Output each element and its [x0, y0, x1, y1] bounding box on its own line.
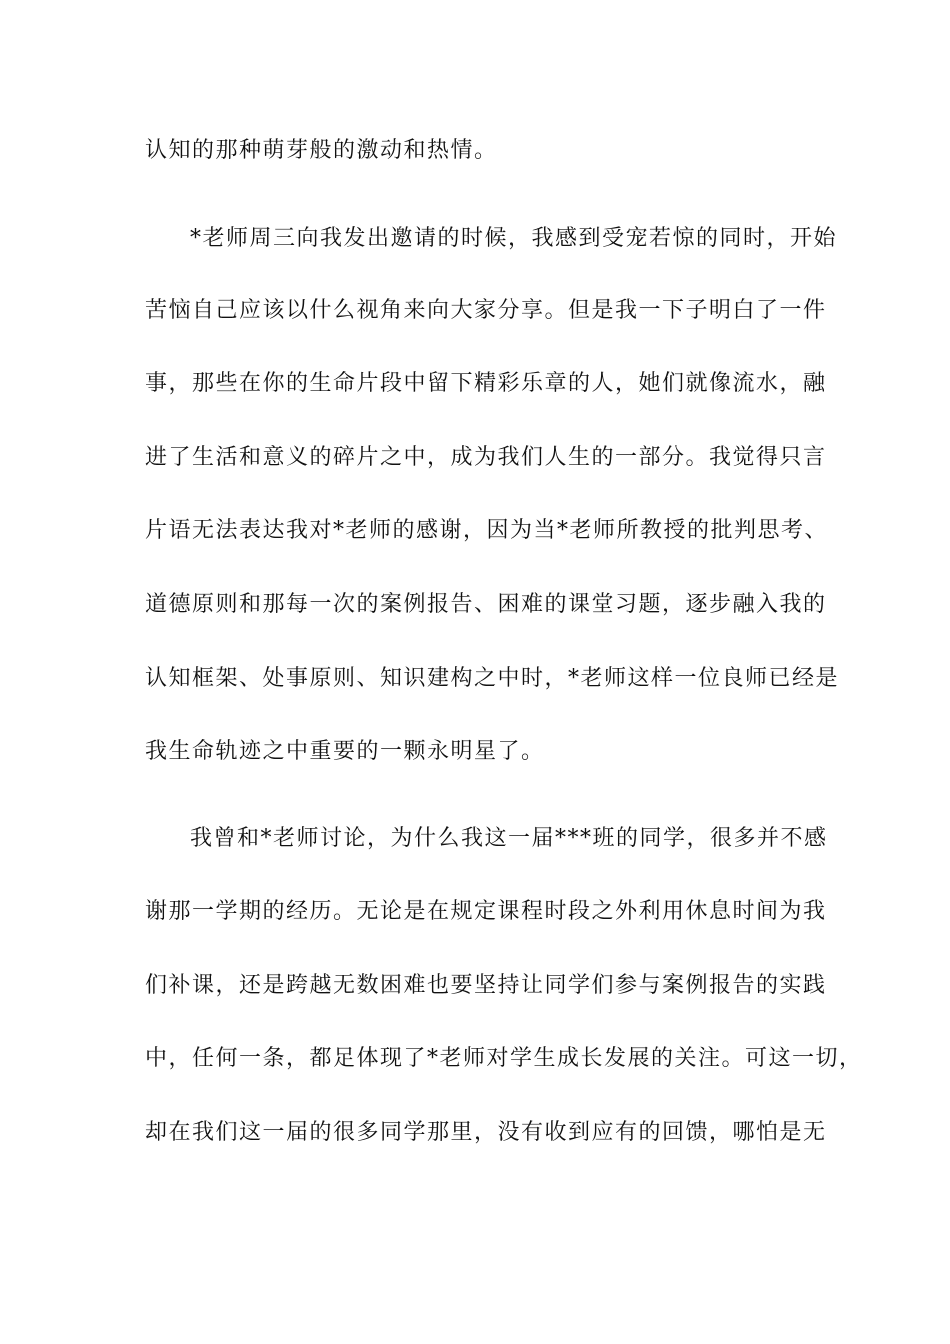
text-line: 中，任何一条，都足体现了*老师对学生成长发展的关注。可这一切，	[145, 1046, 863, 1071]
text-line: 认知的那种萌芽般的激动和热情。	[145, 138, 498, 163]
paragraph-first-line: *老师周三向我发出邀请的时候，我感到受宠若惊的同时，开始	[190, 226, 838, 251]
text-line: 我生命轨迹之中重要的一颗永明星了。	[145, 739, 545, 764]
text-line: 们补课，还是跨越无数困难也要坚持让同学们参与案例报告的实践	[145, 973, 827, 998]
text-line: 谢那一学期的经历。无论是在规定课程时段之外利用休息时间为我	[145, 899, 827, 924]
text-line: 片语无法表达我对*老师的感谢，因为当*老师所教授的批判思考、	[145, 518, 829, 543]
text-line: 事，那些在你的生命片段中留下精彩乐章的人，她们就像流水，融	[145, 371, 827, 396]
text-line: 却在我们这一届的很多同学那里，没有收到应有的回馈，哪怕是无	[145, 1120, 827, 1145]
text-line: 道德原则和那每一次的案例报告、困难的课堂习题，逐步融入我的	[145, 592, 827, 617]
text-line: 苦恼自己应该以什么视角来向大家分享。但是我一下子明白了一件	[145, 298, 827, 323]
text-line: 进了生活和意义的碎片之中，成为我们人生的一部分。我觉得只言	[145, 445, 827, 470]
text-line: 认知框架、处事原则、知识建构之中时，*老师这样一位良师已经是	[145, 666, 840, 691]
paragraph-first-line: 我曾和*老师讨论，为什么我这一届***班的同学，很多并不感	[190, 826, 828, 851]
